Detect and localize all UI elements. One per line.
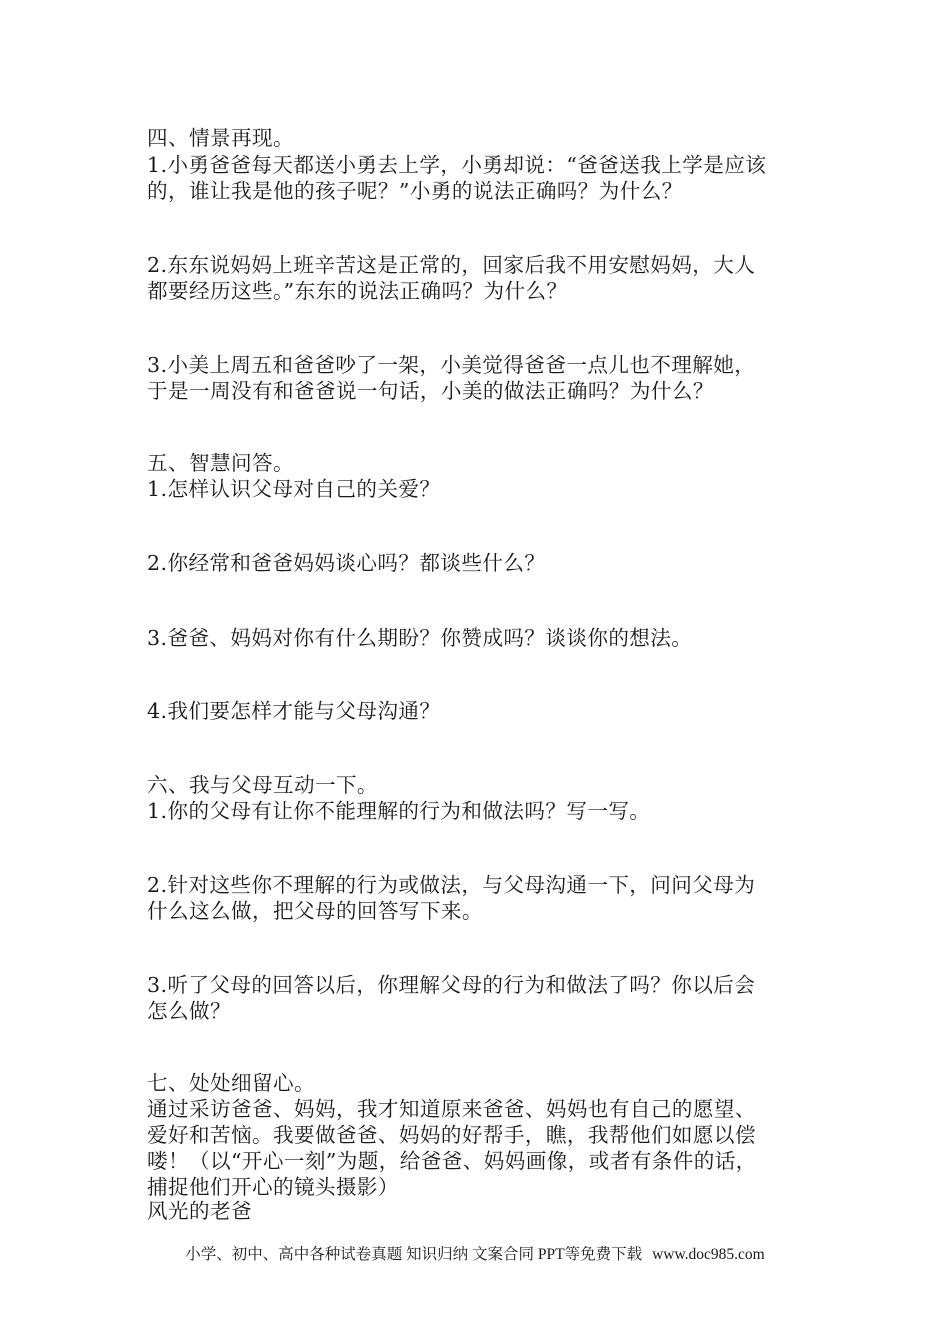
question-line: 4.我们要怎样才能与父母沟通？ bbox=[147, 699, 441, 723]
footer-banner bbox=[0, 1244, 950, 1266]
question-line: 3.爸爸、妈妈对你有什么期盼？你赞成吗？谈谈你的想法。 bbox=[147, 626, 693, 650]
question-line: 的，谁让我是他的孩子呢？”小勇的说法正确吗？为什么？ bbox=[147, 179, 683, 203]
footer-url[interactable]: www.doc985.com bbox=[652, 1246, 765, 1263]
paragraph-line: 爱好和苦恼。我要做爸爸、妈妈的好帮手，瞧，我帮他们如愿以偿 bbox=[147, 1123, 756, 1147]
question-line: 3.听了父母的回答以后，你理解父母的行为和做法了吗？你以后会 bbox=[147, 973, 756, 997]
paragraph-line: 喽！（以“开心一刻”为题，给爸爸、妈妈画像，或者有条件的话， bbox=[147, 1149, 757, 1173]
paragraph-line: 通过采访爸爸、妈妈，我才知道原来爸爸、妈妈也有自己的愿望、 bbox=[147, 1097, 756, 1121]
paragraph-line: 风光的老爸 bbox=[147, 1199, 252, 1223]
paragraph-line: 捕捉他们开心的镜头摄影） bbox=[147, 1175, 399, 1199]
question-line: 2.东东说妈妈上班辛苦这是正常的，回家后我不用安慰妈妈，大人 bbox=[147, 253, 756, 277]
question-line: 1.你的父母有让你不能理解的行为和做法吗？写一写。 bbox=[147, 799, 651, 823]
question-line: 3.小美上周五和爸爸吵了一架，小美觉得爸爸一点儿也不理解她， bbox=[147, 353, 756, 377]
section-heading-7: 七、处处细留心。 bbox=[147, 1071, 315, 1095]
question-line: 2.针对这些你不理解的行为或做法，与父母沟通一下，问问父母为 bbox=[147, 873, 756, 897]
footer-text: 小学、初中、高中各种试卷真题 知识归纳 文案合同 PPT等免费下载 bbox=[185, 1246, 643, 1263]
question-line: 2.你经常和爸爸妈妈谈心吗？都谈些什么？ bbox=[147, 551, 546, 575]
question-line: 于是一周没有和爸爸说一句话，小美的做法正确吗？为什么？ bbox=[147, 379, 714, 403]
question-line: 怎么做？ bbox=[147, 999, 231, 1023]
section-heading-5: 五、智慧问答。 bbox=[147, 451, 294, 475]
question-line: 1.怎样认识父母对自己的关爱？ bbox=[147, 477, 441, 501]
question-line: 都要经历这些。”东东的说法正确吗？为什么？ bbox=[147, 279, 568, 303]
section-heading-6: 六、我与父母互动一下。 bbox=[147, 773, 378, 797]
question-line: 1.小勇爸爸每天都送小勇去上学，小勇却说：“爸爸送我上学是应该 bbox=[147, 153, 767, 177]
question-line: 什么这么做，把父母的回答写下来。 bbox=[147, 899, 483, 923]
section-heading-4: 四、情景再现。 bbox=[147, 126, 294, 150]
